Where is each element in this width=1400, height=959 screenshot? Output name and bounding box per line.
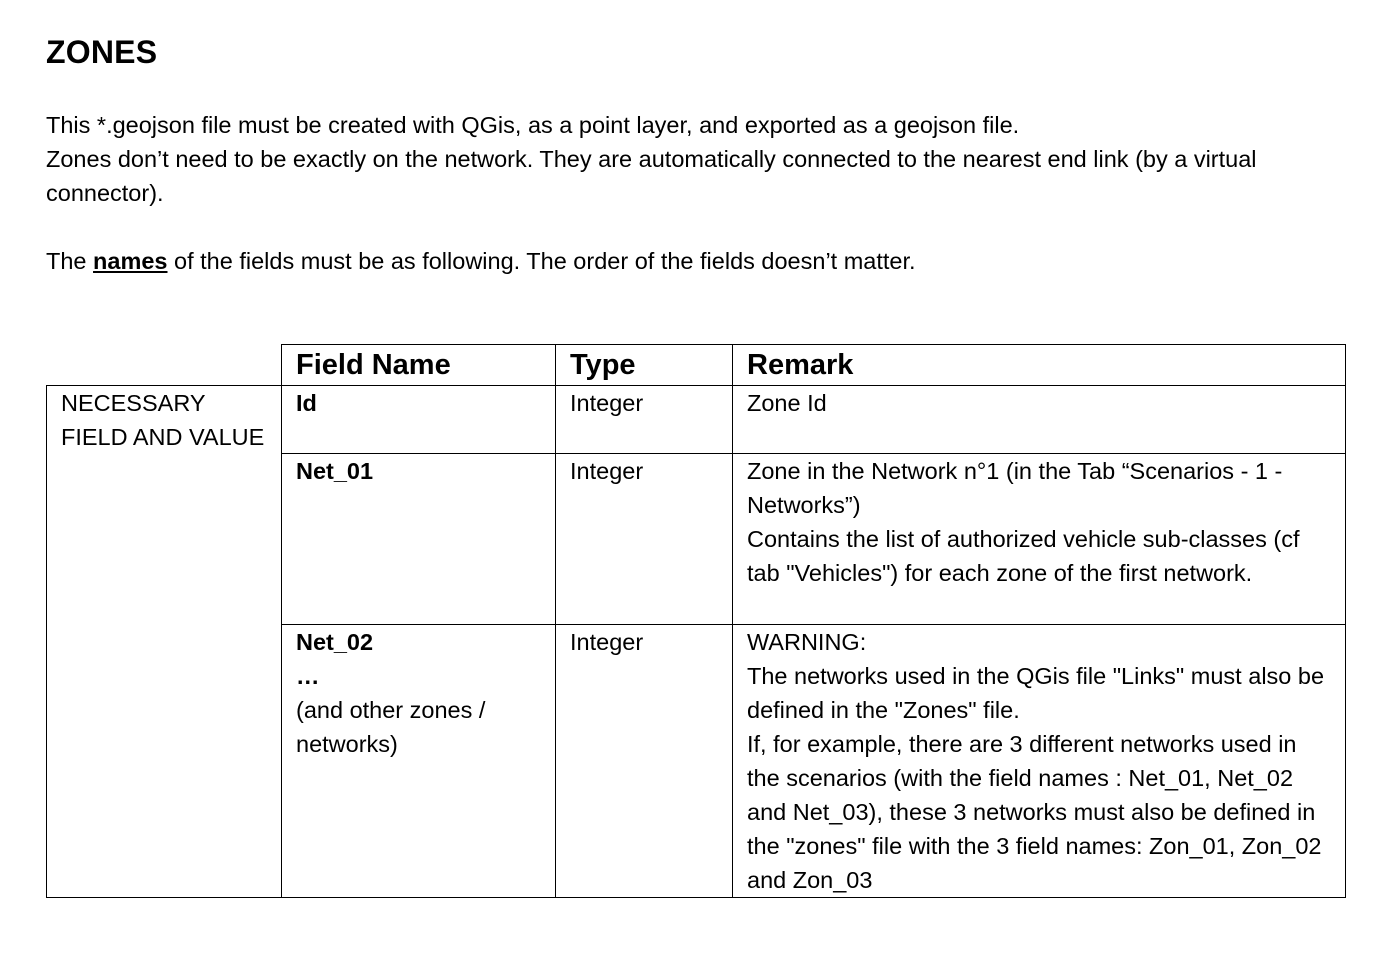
remark-line: The networks used in the QGis file "Links" must also be defined in the "Zones" file.: [747, 663, 1325, 723]
remark-line: WARNING:: [747, 629, 867, 655]
intro-paragraph: [46, 108, 1346, 210]
header-type: Type: [556, 345, 733, 386]
field-names-note: [46, 244, 1346, 278]
page-title: ZONES: [46, 34, 158, 70]
remark-line: Contains the list of authorized vehicle sub-classes (cf tab "Vehicles") for each zone of the first network.: [747, 526, 1300, 586]
remark-cell: Zone Id: [733, 386, 1346, 454]
type-cell: Integer: [556, 386, 733, 454]
type-cell: Integer: [556, 625, 733, 898]
remark-cell: [733, 625, 1346, 898]
header-remark: Remark: [733, 345, 1346, 386]
group-label: NECESSARY FIELD AND VALUE: [61, 390, 265, 450]
remark-line: If, for example, there are 3 different networks used in the scenarios (with the field names : Net_01, Net_02 and Net_03), these 3 networks must also be defined in the "zones" file with the 3 field names: Zon_01, Zon_02 and Zon_03: [747, 731, 1322, 893]
group-label-cell: [47, 386, 282, 898]
remark-line: Zone in the Network n°1 (in the Tab “Scenarios - 1 - Networks”): [747, 458, 1283, 518]
field-name: Net_02: [296, 629, 374, 655]
field-name-cell: [282, 625, 556, 898]
names-suffix: of the fields must be as following. The order of the fields doesn’t matter.: [167, 248, 916, 274]
fields-table: [46, 344, 1346, 898]
names-prefix: The: [46, 248, 94, 274]
table-header-row: [47, 345, 1346, 386]
header-field-name: Field Name: [282, 345, 556, 386]
field-name-cell: Net_01: [282, 454, 556, 625]
type-cell: Integer: [556, 454, 733, 625]
field-ellipsis: …: [296, 663, 320, 689]
table-header-empty: [47, 345, 282, 386]
field-note: (and other zones / networks): [296, 697, 486, 757]
intro-line-1: This *.geojson file must be created with QGis, as a point layer, and exported as a geojson file.: [46, 112, 1020, 138]
table-row: [47, 386, 1346, 454]
document-page: [46, 30, 1346, 278]
intro-line-2: Zones don’t need to be exactly on the network. They are automatically connected to the nearest end link (by a virtual connector).: [46, 146, 1257, 206]
remark-cell: [733, 454, 1346, 625]
field-name-cell: Id: [282, 386, 556, 454]
names-emphasis: names: [93, 248, 168, 274]
